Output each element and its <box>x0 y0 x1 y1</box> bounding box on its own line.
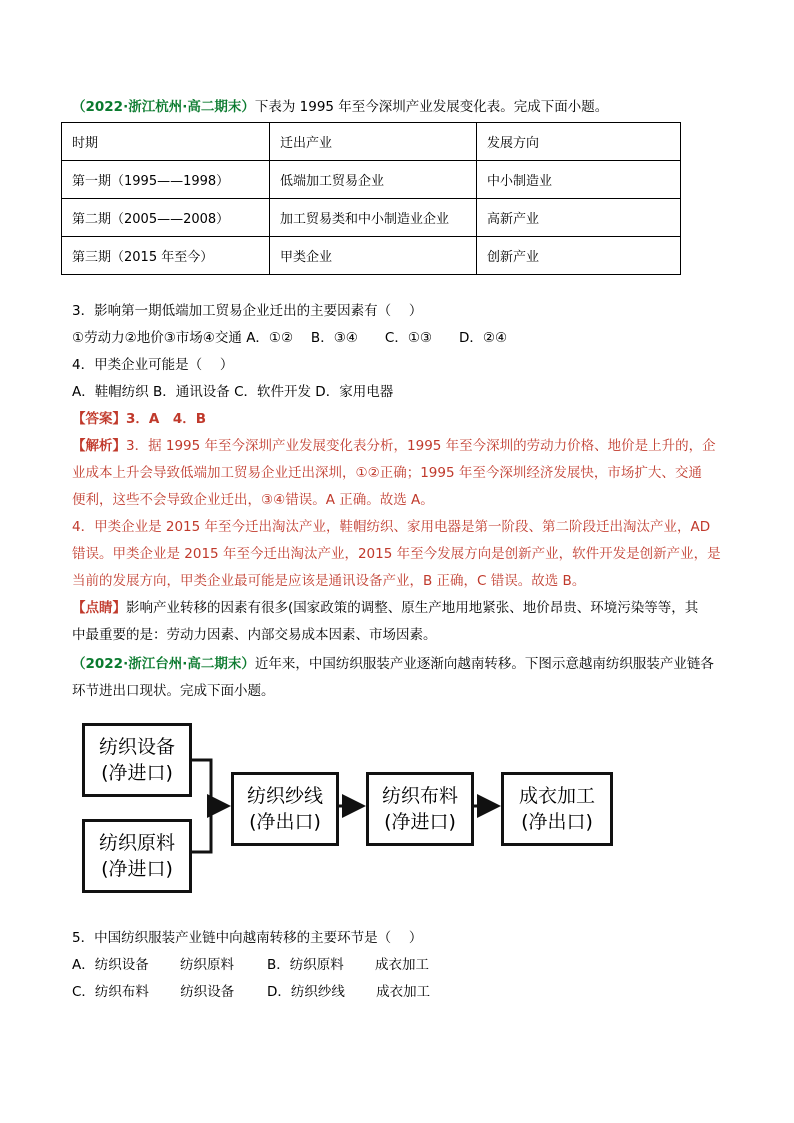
analysis-line: 错误。甲类企业是 2015 年至今迁出淘汰产业，2015 年至今发展方向是创新产业，软件开发是创新产业，是 <box>72 546 721 562</box>
table-cell: 中小制造业 <box>477 161 681 199</box>
box-title: 纺织原料 <box>98 832 175 854</box>
analysis-line: 4．甲类企业是 2015 年至今迁出淘汰产业，鞋帽纺织、家用电器是第一阶段、第二阶段迁出淘汰产业，AD <box>72 519 711 535</box>
analysis-line: 便利，这些不会导致企业迁出，③④错误。A 正确。故选 A。 <box>72 492 434 508</box>
table-cell: 第三期（2015 年至今） <box>62 237 270 275</box>
box-title: 成衣加工 <box>518 785 595 807</box>
box-status: (净出口) <box>249 811 321 833</box>
box-status: (净进口) <box>101 762 173 784</box>
source-tag-2: （2022·浙江台州·高二期末） <box>72 656 255 672</box>
table-cell: 第一期（1995——1998） <box>62 161 270 199</box>
diagram-box-equipment <box>82 723 192 797</box>
table-cell: 加工贸易类和中小制造业企业 <box>270 199 477 237</box>
table-cell: 高新产业 <box>477 199 681 237</box>
analysis-line: 业成本上升会导致低端加工贸易企业迁出深圳，①②正确；1995 年至今深圳经济发展快，市场扩大、交通 <box>72 465 702 481</box>
diagram-box-garment <box>501 772 613 846</box>
tip-text: 影响产业转移的因素有很多(国家政策的调整、原生产地用地紧张、地价昂贵、环境污染等等，其 <box>126 600 699 616</box>
diagram-box-fabric <box>366 772 474 846</box>
diagram-box-yarn <box>231 772 339 846</box>
table-cell: 甲类企业 <box>270 237 477 275</box>
question-4-options: A．鞋帽纺织 B．通讯设备 C．软件开发 D．家用电器 <box>72 384 394 400</box>
table-cell: 第二期（2005——2008） <box>62 199 270 237</box>
tip-line: 中最重要的是：劳动力因素、内部交易成本因素、市场因素。 <box>72 627 437 643</box>
tip-label: 【点睛】 <box>72 600 126 616</box>
box-status: (净进口) <box>101 858 173 880</box>
question-4-stem: 4．甲类企业可能是（ ） <box>72 357 234 373</box>
table-header-cell: 时期 <box>62 123 270 161</box>
box-status: (净出口) <box>521 811 593 833</box>
bracket-connector <box>189 760 211 852</box>
table-cell: 低端加工贸易企业 <box>270 161 477 199</box>
intro-2-line-2: 环节进出口现状。完成下面小题。 <box>72 683 275 699</box>
source-tag-1: （2022·浙江杭州·高二期末） <box>72 99 255 115</box>
analysis-line: 当前的发展方向，甲类企业最可能是应该是通讯设备产业，B 正确，C 错误。故选 B。 <box>72 573 586 589</box>
intro-1-text: 下表为 1995 年至今深圳产业发展变化表。完成下面小题。 <box>254 99 609 115</box>
table-header-cell: 发展方向 <box>477 123 681 161</box>
question-5-option-b: B．纺织原料 成衣加工 <box>267 957 430 973</box>
question-5-stem: 5．中国纺织服装产业链中向越南转移的主要环节是（ ） <box>72 930 423 946</box>
box-status: (净进口) <box>384 811 456 833</box>
answer-label: 【答案】 <box>72 411 126 427</box>
diagram-box-raw-material <box>82 819 192 893</box>
intro-2-text: 近年来，中国纺织服装产业逐渐向越南转移。下图示意越南纺织服装产业链各 <box>254 656 714 672</box>
question-3-stem: 3．影响第一期低端加工贸易企业迁出的主要因素有（ ） <box>72 303 423 319</box>
answer-text: 3．A 4．B <box>126 411 207 427</box>
table-cell: 创新产业 <box>477 237 681 275</box>
question-3-options: ①劳动力②地价③市场④交通 A．①② B．③④ C．①③ D．②④ <box>72 330 508 346</box>
box-title: 纺织设备 <box>98 736 175 758</box>
box-title: 纺织纱线 <box>246 785 323 807</box>
question-5-option-c: C．纺织布料 纺织设备 <box>72 984 235 1000</box>
analysis-text: 3．据 1995 年至今深圳产业发展变化表分析，1995 年至今深圳的劳动力价格、地价是上升的，企 <box>126 438 716 454</box>
question-5-option-d: D．纺织纱线 成衣加工 <box>267 984 431 1000</box>
table-header-cell: 迁出产业 <box>270 123 477 161</box>
question-5-option-a: A．纺织设备 纺织原料 <box>72 957 235 973</box>
analysis-label: 【解析】 <box>72 438 126 454</box>
box-title: 纺织布料 <box>381 785 458 807</box>
